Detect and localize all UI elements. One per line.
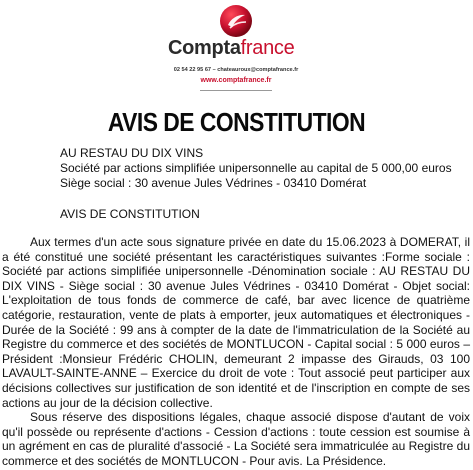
notice-paragraph-1: Aux termes d'un acte sous signature privée en date du 15.06.2023 à DOMERAT, il a été constitué une société présentant les caractéristiques suivantes :Forme sociale : Société par actions simplifiée unipersonnelle -Dénomination sociale : AU RESTAU DU DIX VINS - Siège social : 30 avenue Jules Védrines - 03410 Domérat - Objet social: L'exploitation de tous fonds de commerce de café, bar avec licence de quatrième catégorie, restauration, vente de plats à emporter, jeux automatiques et électroniques - Durée de la Société : 99 ans à compter de la date de l'immatriculation de la Société au Registre du commerce et des sociétés de MONTLUCON - Capital social : 5 000 euros – Président :Monsieur Frédéric CHOLIN, demeurant 2 impasse des Girauds, 03 100 LAVAULT-SAINTE-ANNE – Exercice du droit de vote : Tout associé peut participer aux décisions collectives sur justification de son identité et de l'inscription en compte de ses actions au jour de la décision collective. [2, 235, 470, 410]
header-divider [200, 90, 272, 91]
company-seat: Siège social : 30 avenue Jules Védrines - 03410 Domérat [60, 176, 367, 190]
brand-part2: france [240, 37, 295, 59]
notice-body [2, 235, 470, 469]
notice-sub-heading: AVIS DE CONSTITUTION [60, 207, 200, 221]
publisher-website-link[interactable]: www.comptafrance.fr [200, 77, 272, 84]
company-form: Société par actions simplifiée unipersonnelle au capital de 5 000,00 euros [60, 161, 452, 175]
brand-part1: Compta [168, 37, 241, 59]
notice-title: AVIS DE CONSTITUTION [107, 107, 366, 137]
comptafrance-ball-logo-icon [219, 4, 253, 38]
notice-paragraph-2: Sous réserve des dispositions légales, chaque associé dispose d'autant de voix qu'il possède ou représente d'actions - Cession d'actions : toute cession est soumise à un agrément en cas de pluralité d'associé - La Société sera immatriculée au Registre du commerce et des sociétés de MONTLUCON - Pour avis. La Présidence. [2, 410, 470, 468]
publisher-contact: 02 54 22 95 67 – chateauroux@comptafrance.fr [173, 67, 299, 73]
publisher-header [0, 0, 473, 95]
company-name: AU RESTAU DU DIX VINS [60, 146, 204, 160]
publisher-logo-text [168, 36, 304, 60]
company-summary [60, 146, 470, 191]
